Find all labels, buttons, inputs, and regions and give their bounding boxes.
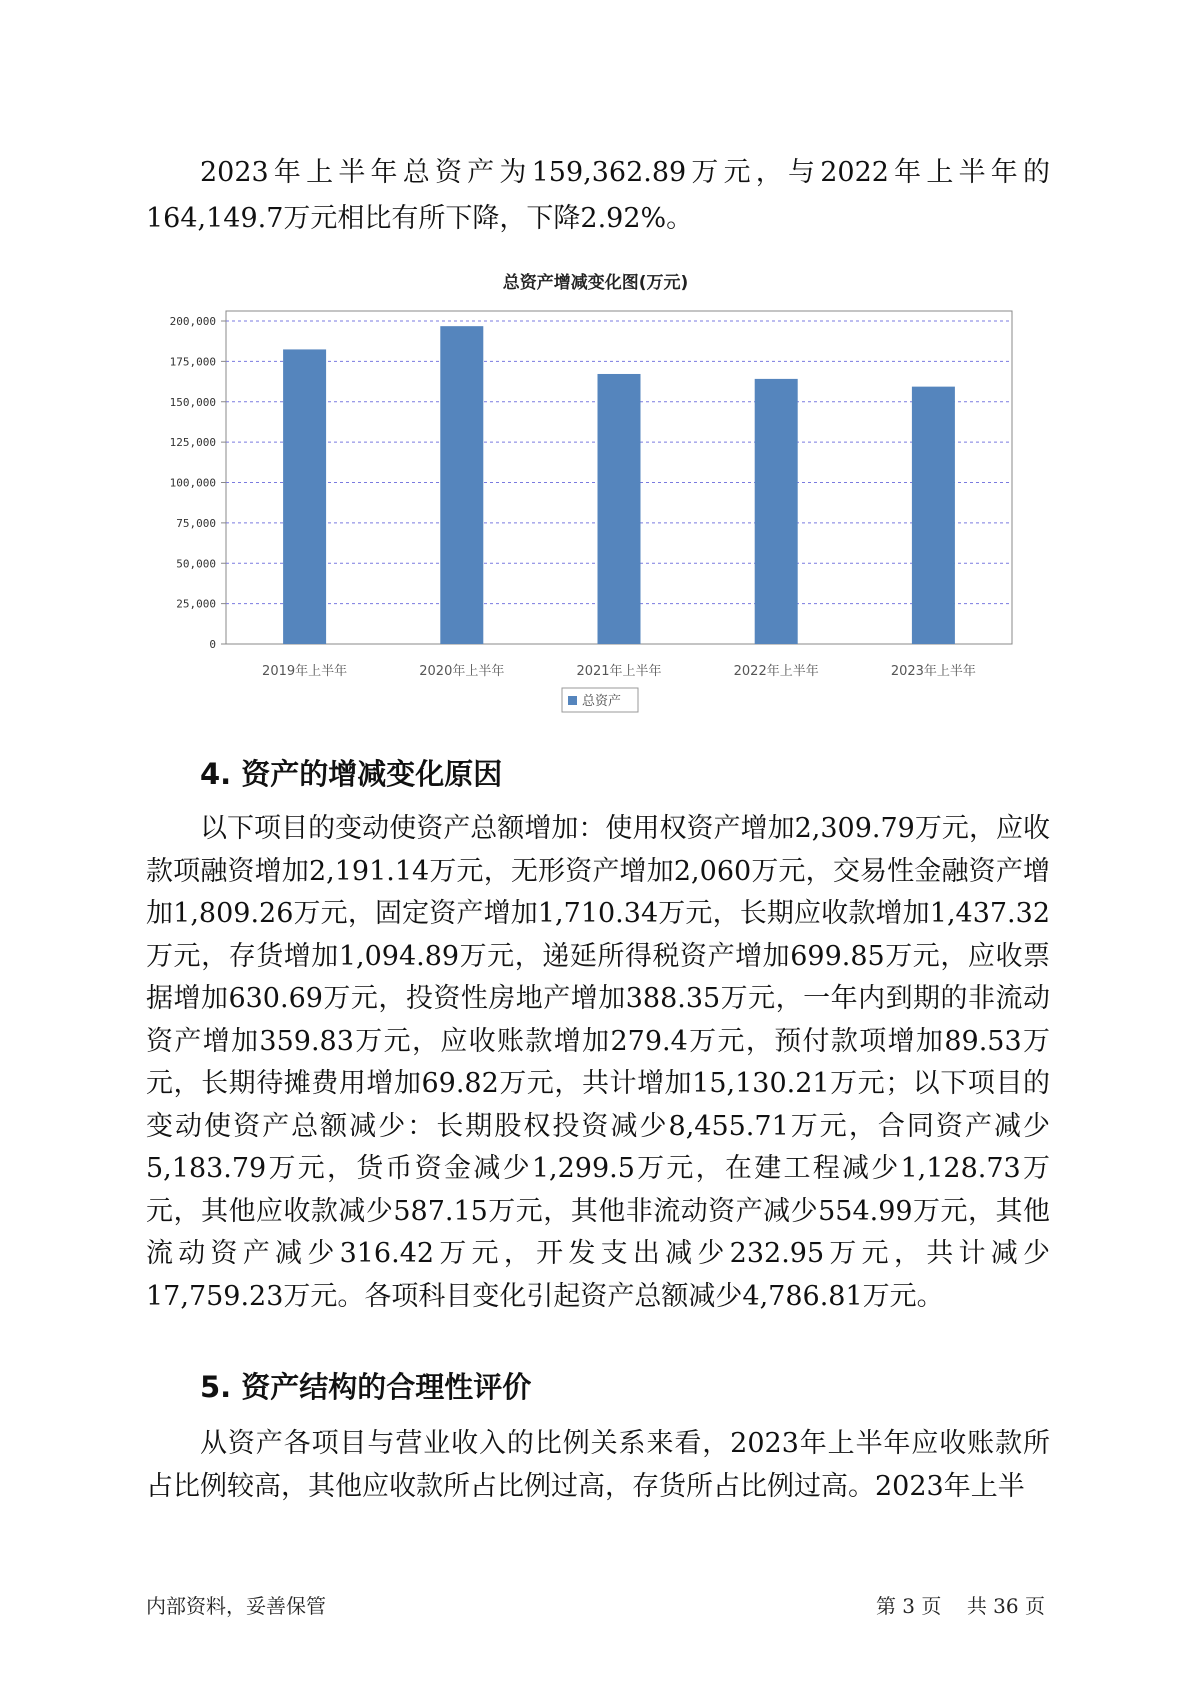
bar bbox=[755, 379, 798, 644]
y-tick-label: 175,000 bbox=[169, 355, 216, 369]
bar bbox=[283, 349, 326, 644]
chart-title: 总资产增减变化图(万元) bbox=[502, 273, 689, 293]
paragraph-asset-change-reasons: 以下项目的变动使资产总额增加：使用权资产增加2,309.79万元，应收款项融资增加2,191.14万元，无形资产增加2,060万元，交易性金融资产增加1,809.26万元，固定资产增加1,710.34万元，长期应收款增加1,437.32万元，存货增加1,094.89万元，递延所得税资产增加699.85万元，应收票据增加630.69万元，投资性房地产增加388.35万元，一年内到期的非流动资产增加359.83万元，应收账款增加279.4万元，预付款项增加89.53万元，长期待摊费用增加69.82万元，共计增加15,130.21万元；以下项目的变动使资产总额减少：长期股权投资减少8,455.71万元，合同资产减少5,183.79万元，货币资金减少1,299.5万元，在建工程减少1,128.73万元，其他应收款减少587.15万元，其他非流动资产减少554.99万元，其他流动资产减少316.42万元，开发支出减少232.95万元，共计减少17,759.23万元。各项科目变化引起资产总额减少4,786.81万元。 bbox=[146, 813, 1050, 1312]
x-tick-label: 2023年上半年 bbox=[890, 664, 976, 679]
bar bbox=[598, 374, 641, 644]
section-heading-4: 4. 资产的增减变化原因 bbox=[200, 757, 503, 791]
y-tick-label: 125,000 bbox=[169, 436, 216, 450]
footer-confidential-note: 内部资料，妥善保管 bbox=[146, 1594, 326, 1618]
x-tick-label: 2022年上半年 bbox=[733, 664, 819, 679]
y-tick-label: 50,000 bbox=[176, 557, 216, 571]
y-tick-label: 150,000 bbox=[169, 395, 216, 409]
footer-total-pages: 共 36 页 bbox=[966, 1594, 1045, 1618]
paragraph-asset-structure: 从资产各项目与营业收入的比例关系来看，2023年上半年应收账款所占比例较高，其他应收款所占比例过高，存货所占比例过高。2023年上半 bbox=[146, 1428, 1050, 1502]
x-tick-label: 2020年上半年 bbox=[419, 664, 505, 679]
paragraph-total-assets-summary: 2023年上半年总资产为159,362.89万元，与2022年上半年的164,149.7万元相比有所下降，下降2.92%。 bbox=[146, 157, 1050, 234]
footer-page-info bbox=[876, 1590, 1045, 1619]
legend-label: 总资产 bbox=[582, 694, 622, 709]
x-tick-label: 2021年上半年 bbox=[576, 664, 662, 679]
footer-page-number: 第 3 页 bbox=[875, 1594, 942, 1618]
bar bbox=[912, 387, 955, 644]
y-tick-label: 75,000 bbox=[176, 516, 216, 530]
y-tick-label: 200,000 bbox=[169, 315, 216, 328]
y-tick-label: 0 bbox=[209, 638, 216, 651]
legend-swatch bbox=[568, 696, 577, 705]
section-heading-5: 5. 资产结构的合理性评价 bbox=[200, 1370, 532, 1404]
y-tick-label: 25,000 bbox=[176, 597, 216, 611]
bar bbox=[440, 326, 483, 644]
x-tick-label: 2019年上半年 bbox=[262, 664, 348, 679]
y-tick-label: 100,000 bbox=[169, 476, 216, 490]
total-assets-bar-chart bbox=[0, 0, 1191, 720]
